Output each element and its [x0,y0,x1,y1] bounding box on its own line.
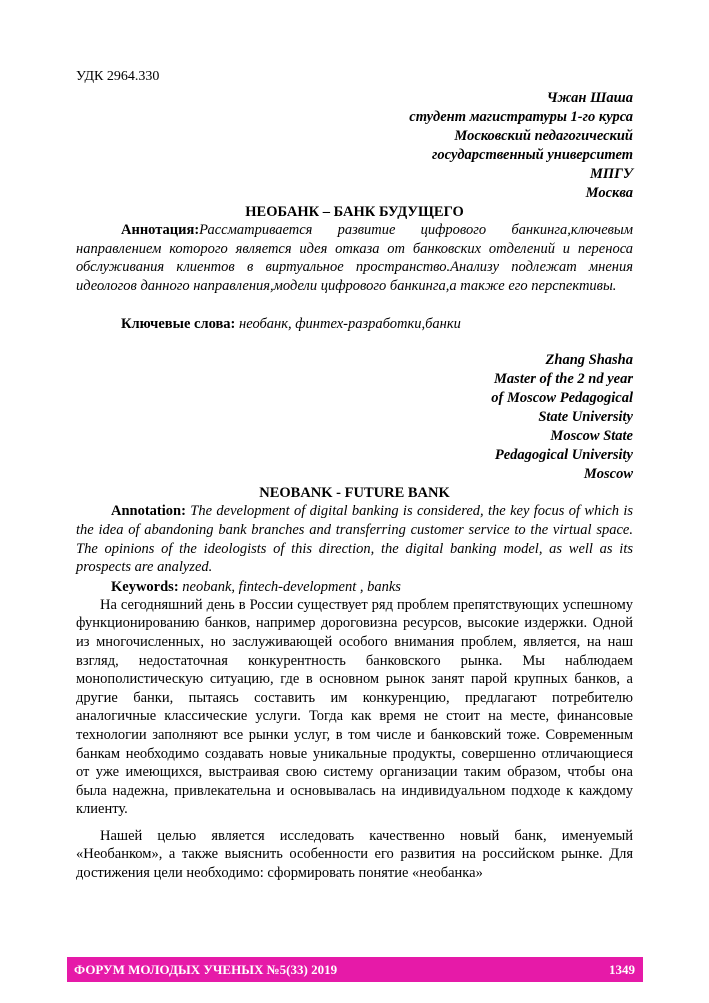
ru-author-affiliation-2: государственный университет [432,147,633,163]
en-keywords-text: neobank, fintech-development , banks [178,578,401,595]
body-paragraph-1: На сегодняшний день в России существует ряд проблем препятствующих успешному функционированию банков, например дороговизна ресурсов, высокие издержки. Одной из многочисленных, но заслуживающей особого внимания проблем, является, на наш взгляд, недостаточная конкурентность банковского рынка. Мы наблюдаем монополистическую ситуацию, где в основном рынок занят парой крупных банков, а другие банки, пытаясь составить им конкуренцию, предлагают потребителю аналогичные классические услуги. Тогда как время не стоит на месте, финансовые технологии заполняют все рынки услуг, в том числе и банковский тоже. Современным банкам необходимо создавать новые уникальные продукты, совершенно отличающиеся от уже имеющихся, выстраивая свою систему организации таким образом, чтобы она была надежна, привлекательна и основывалась на индивидуальном подходе к каждому клиенту. [76,596,633,818]
en-author-affiliation-2: State University [538,409,633,426]
ru-author-name: Чжан Шаша [546,90,633,106]
journal-footer-bar [67,957,643,982]
en-author-degree: Master of the 2 nd year [494,371,633,388]
ru-abstract-label: Аннотация: [121,222,200,238]
ru-keywords [121,315,633,333]
ru-abstract [76,221,633,295]
en-author-affiliation-4: Pedagogical University [494,447,633,464]
ru-author-affiliation-1: Московский педагогический [454,128,633,144]
ru-author-degree: студент магистратуры 1-го курса [409,109,633,125]
ru-author-city: Москва [585,185,633,201]
article-page [76,68,633,883]
en-keywords-label: Keywords: [111,578,179,595]
ru-author-block [76,89,633,203]
body-paragraph-2: Нашей целью является исследовать качественно новый банк, именуемый «Необанком», а также выяснить особенности его развития на российском рынке. Для достижения цели необходимо: сформировать понятие «необанка» [76,827,633,882]
en-article-title: NEOBANK - FUTURE BANK [259,485,450,502]
en-abstract [76,502,633,576]
en-author-block [76,351,633,484]
udk-code: УДК 2964.330 [76,69,160,84]
ru-author-affiliation-abbr: МПГУ [589,166,633,182]
en-abstract-label: Annotation: [111,503,186,520]
ru-keywords-label: Ключевые слова: [121,316,236,333]
en-author-affiliation-3: Moscow State [550,428,633,445]
en-abstract-text: The development of digital banking is considered, the key focus of which is the idea of abandoning bank branches and transferring customer service to the virtual space. The opinions of the ideologists of this direction, the digital banking model, as well as its prospects are analyzed. [76,503,633,576]
ru-keywords-text: необанк, финтех-разработки,банки [235,316,461,333]
ru-article-title: НЕОБАНК – БАНК БУДУЩЕГО [245,204,464,220]
en-author-name: Zhang Shasha [545,352,633,369]
en-author-city: Moscow [583,466,633,483]
journal-name: ФОРУМ МОЛОДЫХ УЧЕНЫХ №5(33) 2019 [74,962,338,977]
ru-abstract-text: Рассматривается развитие цифрового банкинга,ключевым направлением которого является идея отказа от банковских отделений и переноса обслуживания клиентов в виртуальное пространство.Анализу подлежат мнения идеологов данного направления,модели цифрового банкинга,а также его перспективы. [76,222,633,294]
en-author-affiliation-1: of Moscow Pedagogical [491,390,633,407]
en-keywords [111,578,633,596]
page-number: 1349 [609,962,635,977]
